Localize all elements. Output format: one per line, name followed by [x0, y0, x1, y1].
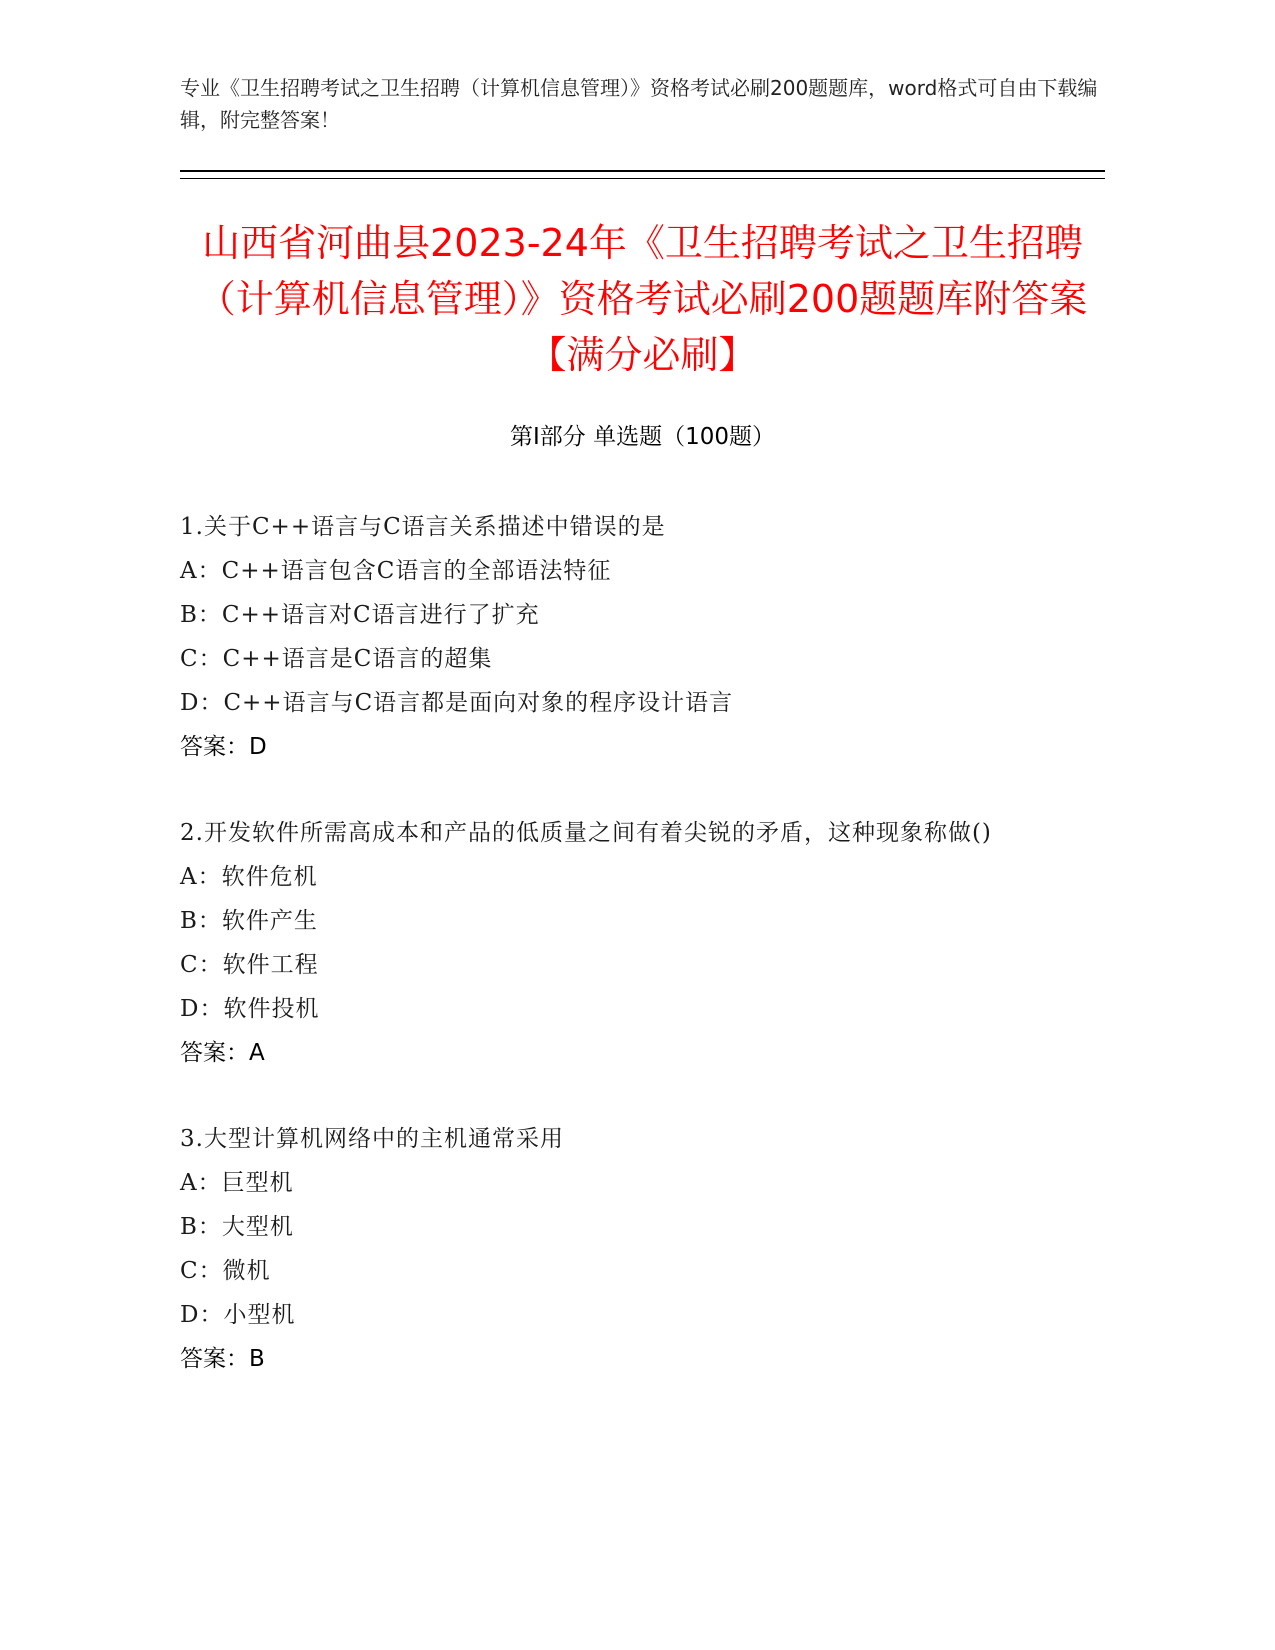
option-d: D：小型机: [180, 1302, 296, 1328]
option-a: A：巨型机: [180, 1170, 294, 1196]
option-b: B：C++语言对C语言进行了扩充: [180, 602, 540, 628]
option-c: C：C++语言是C语言的超集: [180, 646, 493, 672]
option-b: B：大型机: [180, 1214, 294, 1240]
option-d: D：C++语言与C语言都是面向对象的程序设计语言: [180, 690, 734, 716]
question-2: [180, 811, 1040, 1075]
option-c: C：微机: [180, 1258, 271, 1284]
option-a: A：软件危机: [180, 864, 318, 890]
question-stem: 1.关于C++语言与C语言关系描述中错误的是: [180, 514, 666, 540]
header-divider-thin: [180, 178, 1105, 179]
option-c: C：软件工程: [180, 952, 319, 978]
answer-line: 答案：D: [180, 734, 267, 760]
option-b: B：软件产生: [180, 908, 318, 934]
header-divider-thick: [180, 170, 1105, 172]
header-note: 专业《卫生招聘考试之卫生招聘（计算机信息管理）》资格考试必刷200题题库，word格式可自由下载编辑，附完整答案！: [180, 76, 1098, 132]
answer-line: 答案：B: [180, 1346, 265, 1372]
option-d: D：软件投机: [180, 996, 320, 1022]
question-list: [180, 505, 1040, 1423]
section-heading: 第Ⅰ部分 单选题（100题）: [510, 424, 775, 450]
option-a: A：C++语言包含C语言的全部语法特征: [180, 558, 612, 584]
document-title: 山西省河曲县2023-24年《卫生招聘考试之卫生招聘（计算机信息管理）》资格考试必刷200题题库附答案【满分必刷】: [197, 221, 1088, 377]
question-1: [180, 505, 1040, 769]
question-stem: 2.开发软件所需高成本和产品的低质量之间有着尖锐的矛盾，这种现象称做(): [180, 820, 992, 846]
question-stem: 3.大型计算机网络中的主机通常采用: [180, 1126, 564, 1152]
question-3: [180, 1117, 1040, 1381]
answer-line: 答案：A: [180, 1040, 265, 1066]
